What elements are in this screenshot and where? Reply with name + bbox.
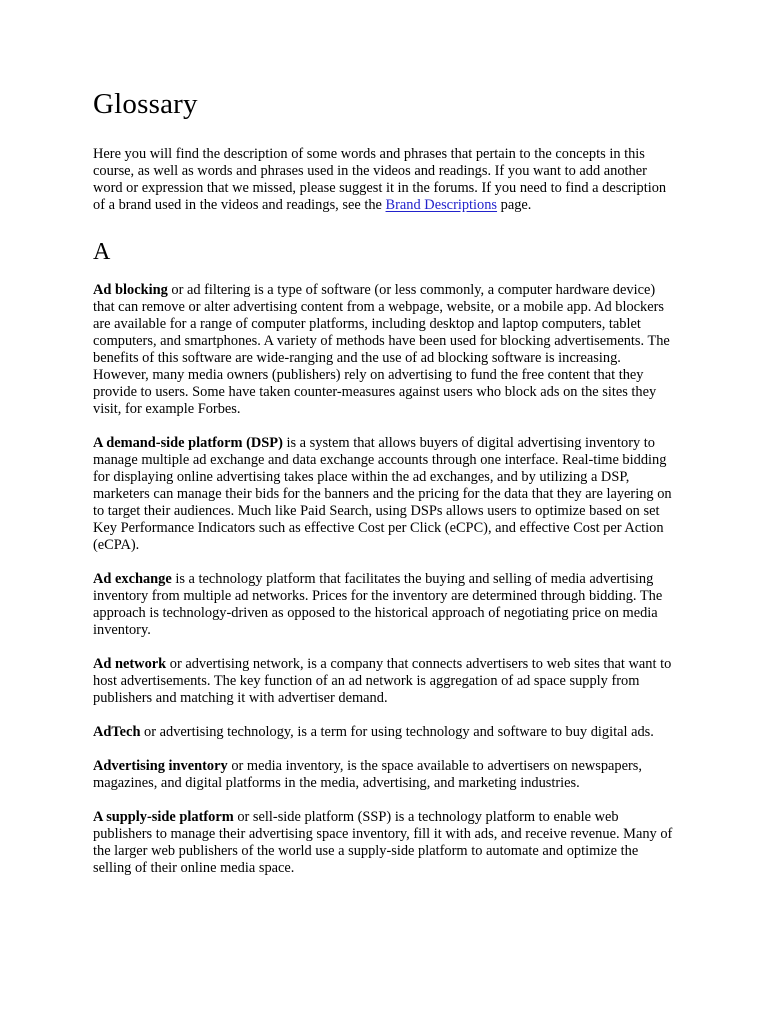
page-title: Glossary [93, 88, 198, 120]
intro-text-end: page. [497, 197, 532, 213]
glossary-entry-dsp [93, 435, 678, 554]
glossary-entry-advertising-inventory [93, 758, 678, 792]
document-page [93, 84, 678, 894]
glossary-term: Ad blocking [93, 282, 168, 298]
glossary-definition: is a system that allows buyers of digital advertising inventory to manage multiple ad exchange and data exchange accounts through one interface. Real-time bidding for displaying online advertising takes place within the ad exchanges, and by utilizing a DSP, marketers can manage their bids for the banners and the pricing for the data that they are layering on to target their audiences. Much like Paid Search, using DSPs allows users to optimize based on set Key Performance Indicators such as effective Cost per Click (eCPC), and effective Cost per Action (eCPA). [93, 435, 672, 553]
glossary-term: Ad network [93, 656, 167, 672]
glossary-term: Advertising inventory [93, 758, 228, 774]
glossary-definition: or media inventory, is the space available to advertisers on newspapers, magazines, and digital platforms in the media, advertising, and marketing industries. [93, 758, 642, 791]
section-heading-a: A [93, 239, 111, 265]
glossary-entry-ad-network [93, 656, 678, 707]
glossary-entry-ad-blocking [93, 282, 678, 418]
glossary-definition: is a technology platform that facilitates the buying and selling of media advertising inventory from multiple ad networks. Prices for the inventory are determined through bidding. The approach is technology-driven as opposed to the historical approach of negotiating price on media inventory. [93, 571, 663, 638]
intro-text: Here you will find the description of some words and phrases that pertain to the concepts in this course, as well as words and phrases used in the videos and readings. If you want to add another word or expression that we missed, please suggest it in the forums. If you need to find a description of a brand used in the videos and readings, see the [93, 146, 667, 213]
glossary-entry-ad-exchange [93, 571, 678, 639]
glossary-term: A demand-side platform (DSP) [93, 435, 283, 451]
intro-paragraph [93, 146, 678, 214]
glossary-entry-ssp [93, 809, 678, 877]
glossary-term: A supply-side platform [93, 809, 234, 825]
glossary-definition: or advertising network, is a company that connects advertisers to web sites that want to host advertisements. The key function of an ad network is aggregation of ad space supply from publishers and matching it with advertiser demand. [93, 656, 672, 706]
glossary-term: Ad exchange [93, 571, 172, 587]
glossary-term: AdTech [93, 724, 141, 740]
glossary-definition: or sell-side platform (SSP) is a technology platform to enable web publishers to manage their advertising space inventory, fill it with ads, and receive revenue. Many of the larger web publishers of the world use a supply-side platform to automate and optimize the selling of their online media space. [93, 809, 673, 876]
glossary-definition: or ad filtering is a type of software (or less commonly, a computer hardware device) that can remove or alter advertising content from a webpage, website, or a mobile app. Ad blockers are available for a range of computer platforms, including desktop and laptop computers, tablet computers, and smartphones. A variety of methods have been used for blocking advertisements. The benefits of this software are wide-ranging and the use of ad blocking software is increasing. However, many media owners (publishers) rely on advertising to fund the free content that they provide to users. Some have taken counter-measures against users who block ads on the sites they visit, for example Forbes. [93, 282, 670, 417]
brand-descriptions-link[interactable]: Brand Descriptions [385, 197, 498, 213]
glossary-entry-adtech [93, 724, 678, 741]
glossary-definition: or advertising technology, is a term for using technology and software to buy digital ads. [140, 724, 654, 740]
